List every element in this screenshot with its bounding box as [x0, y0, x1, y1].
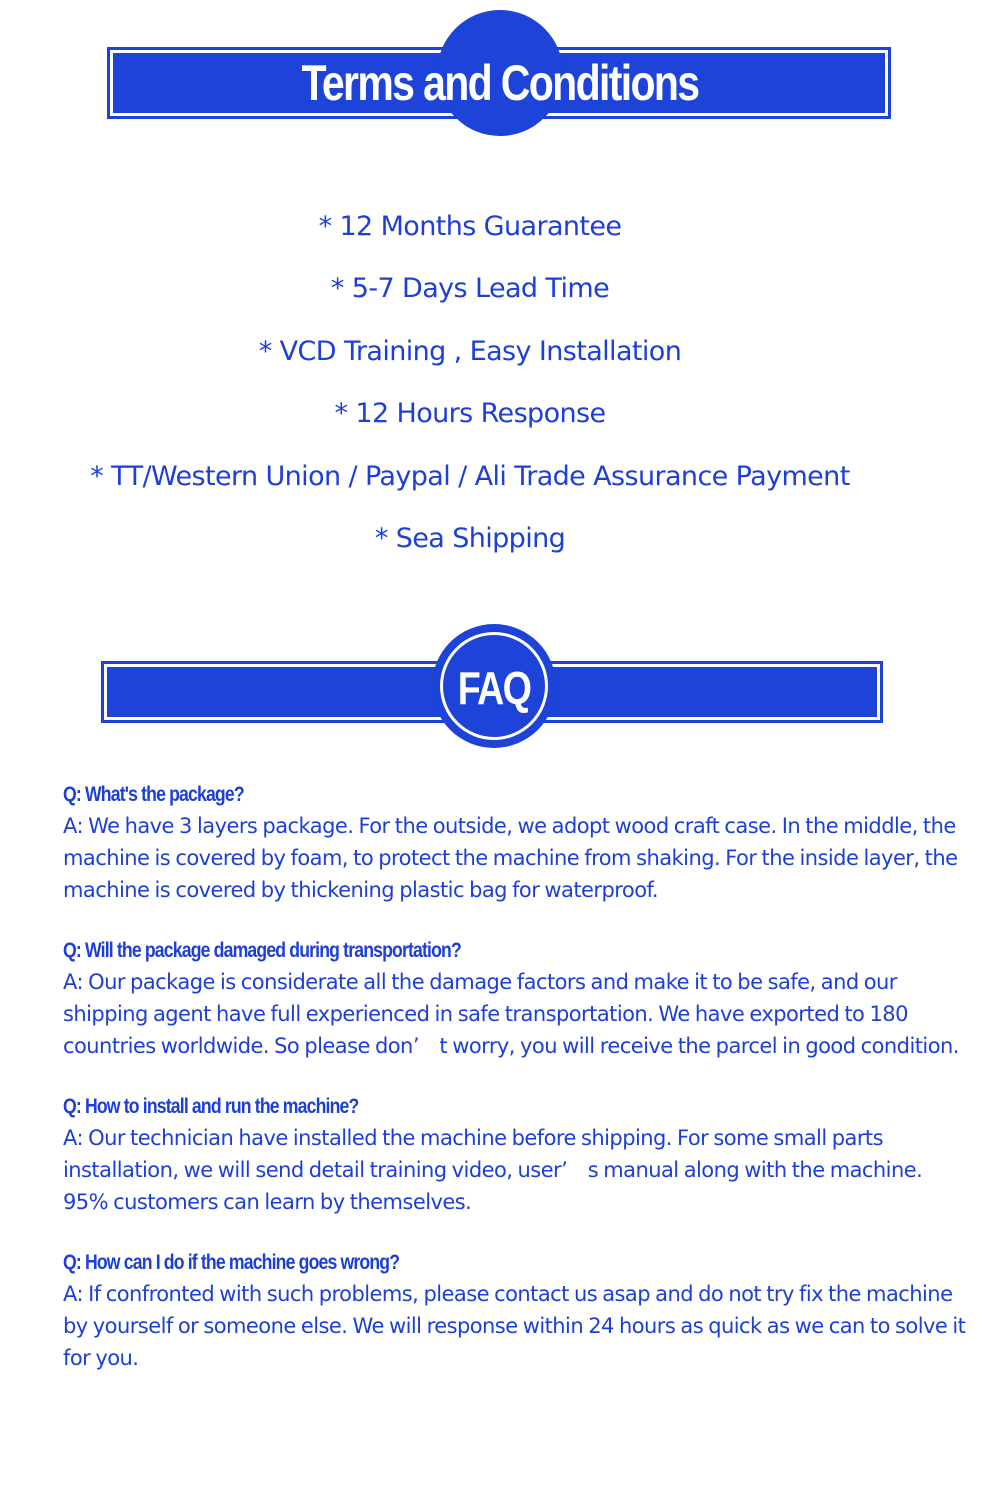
terms-title: Terms and Conditions — [301, 55, 699, 111]
faq-question: Q: How can I do if the machine goes wrong? — [63, 1251, 400, 1274]
faq-item — [63, 1092, 968, 1218]
faq-item — [63, 1248, 968, 1374]
term-item: * 12 Hours Response — [334, 398, 606, 430]
faq-item — [63, 936, 968, 1062]
faq-list — [63, 780, 968, 1404]
faq-title: FAQ — [457, 662, 531, 714]
term-item: * TT/Western Union / Paypal / Ali Trade Assurance Payment — [90, 460, 850, 492]
faq-banner — [0, 624, 1000, 759]
faq-answer: A: Our package is considerate all the damage factors and make it to be safe, and our shipping agent have full experienced in safe transportation. We have exported to 180 countries worldwide. So please don’ t worry, you will receive the parcel in good condition. — [63, 970, 959, 1058]
faq-question: Q: How to install and run the machine? — [63, 1095, 359, 1118]
terms-banner — [0, 10, 1000, 145]
term-item: * VCD Training , Easy Installation — [258, 335, 682, 367]
term-item: * Sea Shipping — [374, 522, 566, 554]
terms-list — [0, 196, 940, 570]
term-item: * 12 Months Guarantee — [318, 211, 622, 242]
faq-answer: A: Our technician have installed the machine before shipping. For some small parts installation, we will send detail training video, user’ s manual along with the machine. 95% customers can learn by themselves. — [63, 1126, 923, 1214]
faq-item — [63, 780, 968, 906]
faq-answer: A: If confronted with such problems, please contact us asap and do not try fix the machine by yourself or someone else. We will response within 24 hours as quick as we can to solve it for you. — [63, 1282, 966, 1370]
faq-question: Q: What's the package? — [63, 783, 244, 806]
faq-question: Q: Will the package damaged during transportation? — [63, 939, 461, 962]
term-item: * 5-7 Days Lead Time — [330, 273, 610, 305]
faq-answer: A: We have 3 layers package. For the outside, we adopt wood craft case. In the middle, the machine is covered by foam, to protect the machine from shaking. For the inside layer, the machine is covered by thickening plastic bag for waterproof. — [63, 814, 958, 902]
